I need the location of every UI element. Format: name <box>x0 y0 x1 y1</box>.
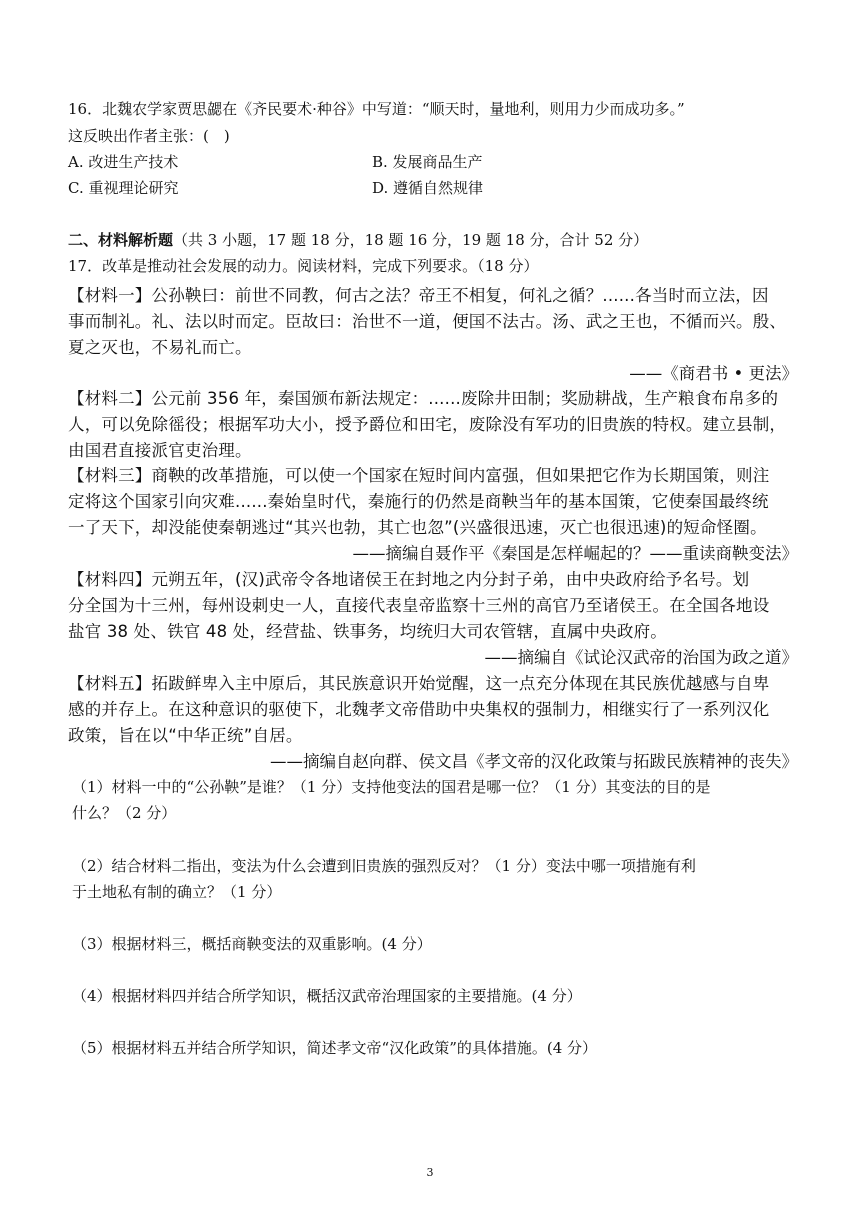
subquestion-2-line2: 于土地私有制的确立？（1 分） <box>72 883 282 901</box>
q16-choice-b: B. 发展商品生产 <box>372 153 483 171</box>
material-2-line3: 由国君直接派官吏治理。 <box>68 441 252 460</box>
section-2-note: （共 3 小题，17 题 18 分，18 题 16 分，19 题 18 分，合计 52 分） <box>173 231 649 249</box>
material-2-line1: 【材料二】公元前 356 年，秦国颁布新法规定：......废除井田制；奖励耕战，生产粮食布帛多的 <box>68 389 779 408</box>
q16-choice-a: A. 改进生产技术 <box>68 153 179 171</box>
material-4-line3: 盐官 38 处、铁官 48 处，经营盐、铁事务，均统归大司农管辖，直属中央政府。 <box>68 622 667 641</box>
material-5-source: ——摘编自赵向群、侯文昌《孝文帝的汉化政策与拓跋民族精神的丧失》 <box>270 752 798 771</box>
material-4-line1: 【材料四】元朔五年，(汉)武帝令各地诸侯王在封地之内分封子弟，由中央政府给予名号。划 <box>68 570 750 589</box>
subquestion-5: （5）根据材料五并结合所学知识，简述孝文帝“汉化政策”的具体措施。(4 分） <box>72 1039 598 1057</box>
q16-choice-d: D. 遵循自然规律 <box>372 179 484 197</box>
section-2-title: 二、材料解析题 <box>68 231 174 249</box>
page-number: 3 <box>426 1166 434 1179</box>
subquestion-2-line1: （2）结合材料二指出，变法为什么会遭到旧贵族的强烈反对？（1 分）变法中哪一项措施有利 <box>72 857 696 875</box>
material-1-line2: 事而制礼。礼、法以时而定。臣故曰：治世不一道，便国不法古。汤、武之王也，不循而兴。殷、 <box>68 312 787 331</box>
q16-stem-line1: 16．北魏农学家贾思勰在《齐民要术·种谷》中写道：“顺天时，量地利，则用力少而成功多。” <box>68 100 685 118</box>
material-4-line2: 分全国为十三州，每州设刺史一人，直接代表皇帝监察十三州的高官乃至诸侯王。在全国各地设 <box>68 596 770 615</box>
material-4-source: ——摘编自《试论汉武帝的治国为政之道》 <box>484 648 798 667</box>
subquestion-3: （3）根据材料三，概括商鞅变法的双重影响。(4 分） <box>72 935 432 953</box>
material-1-line1: 【材料一】公孙鞅曰：前世不同教，何古之法？帝王不相复，何礼之循？......各当时而立法，因 <box>68 286 769 305</box>
material-5-line3: 政策，旨在以“中华正统”自居。 <box>68 726 303 745</box>
material-3-line2: 定将这个国家引向灾难......秦始皇时代，秦施行的仍然是商鞅当年的基本国策，它使秦国最终统 <box>68 492 769 511</box>
subquestion-1-line1: （1）材料一中的“公孙鞅”是谁？（1 分）支持他变法的国君是哪一位？（1 分）其变法的目的是 <box>72 778 711 796</box>
material-2-line2: 人，可以免除徭役；根据军功大小，授予爵位和田宅，废除没有军功的旧贵族的特权。建立县制， <box>68 415 787 434</box>
section-2-header <box>68 229 808 250</box>
q16-choice-c: C. 重视理论研究 <box>68 179 179 197</box>
subquestion-4: （4）根据材料四并结合所学知识，概括汉武帝治理国家的主要措施。(4 分） <box>72 987 582 1005</box>
q17-stem: 17．改革是推动社会发展的动力。阅读材料，完成下列要求。（18 分） <box>68 257 539 275</box>
material-5-line1: 【材料五】拓跋鲜卑入主中原后，其民族意识开始觉醒，这一点充分体现在其民族优越感与自卑 <box>68 674 770 693</box>
material-1-source: ——《商君书 • 更法》 <box>629 364 798 383</box>
material-1-line3: 夏之灭也，不易礼而亡。 <box>68 338 252 357</box>
q16-stem-line2: 这反映出作者主张：( ) <box>68 127 230 145</box>
material-3-line1: 【材料三】商鞅的改革措施，可以使一个国家在短时间内富强，但如果把它作为长期国策，则注 <box>68 466 770 485</box>
material-3-line3: 一了天下，却没能使秦朝逃过“其兴也勃，其亡也忽”(兴盛很迅速，灭亡也很迅速)的短命怪圈。 <box>68 518 767 537</box>
material-3-source: ——摘编自聂作平《秦国是怎样崛起的？——重读商鞅变法》 <box>352 544 798 563</box>
material-5-line2: 感的并存上。在这种意识的驱使下，北魏孝文帝借助中央集权的强制力，相继实行了一系列汉化 <box>68 700 770 719</box>
subquestion-1-line2: 什么？（2 分） <box>72 804 177 822</box>
